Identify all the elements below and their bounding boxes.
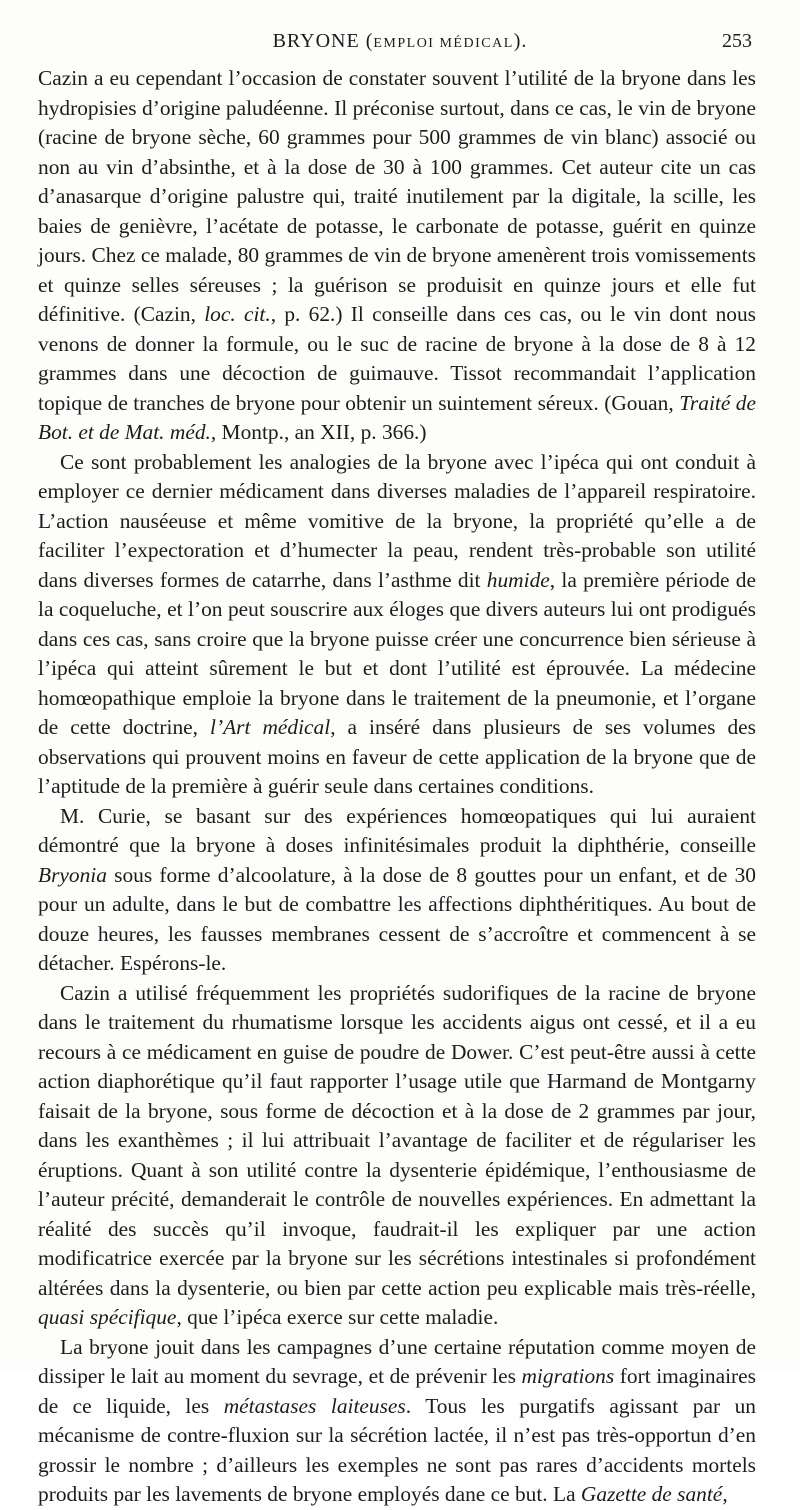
p3-text-2: sous forme d’alcoolature, à la dose de 8 gouttes pour un enfant, et de 30 pour un adulte, dans le but de combattre les affections diphthéritiques. Au bout de douze heures, les fausses membranes cessent de s’accroître et commencent à se détacher. Espérons-le. xyxy=(38,862,756,975)
running-head-subtitle: EMPLOI MÉDICAL xyxy=(373,36,514,51)
p5-italic-3: Gazette de santé xyxy=(580,1482,723,1506)
p1-italic-1: loc. cit. xyxy=(204,302,271,326)
paragraph-4 xyxy=(38,979,756,1333)
running-head xyxy=(40,30,760,53)
p5-italic-2: métastases laiteuses xyxy=(223,1393,406,1418)
p2-italic-1: humide xyxy=(486,567,550,592)
running-head-title: BRYONE xyxy=(272,30,360,52)
p5-text-3: . Tous les purgatifs agissant par un mécanisme de contre-fluxion sur la sécrétion lactée, il n’est pas très-opportun d’en grossir le nombre ; d’ailleurs les exemples ne sont pas rares d’accidents mortels produits par les lavements de bryone employés dane ce but. La xyxy=(38,1393,756,1506)
running-head-close-paren: ). xyxy=(513,30,528,52)
p5-text-4: , xyxy=(722,1482,728,1506)
running-head-open-paren: ( xyxy=(359,30,374,52)
page-header xyxy=(40,30,760,62)
p4-text-1: Cazin a utilisé fréquemment les propriétés sudorifiques de la racine de bryone dans le traitement du rhumatisme lorsque les accidents aigus ont cessé, et il a eu recours à ce médicament en guise de poudre de Dower. C’est peut-être aussi à cette action diaphorétique qu’il faut rapporter l’usage utile que Harmand de Montgarny faisait de la bryone, sous forme de décoction et à la dose de 2 grammes par jour, dans les exanthèmes ; il lui attribuait l’avantage de faciliter et de régulariser les éruptions. Quant à son utilité contre la dysenterie épidémique, l’enthousiasme de l’auteur précité, demanderait le contrôle de nouvelles expériences. En admettant la réalité des succès qu’il invoque, faudrait-il les expliquer par une action modificatrice exercée par la bryone sur les sécrétions intestinales si profondément altérées dans la dysenterie, ou bien par cette action peu explicable mais très-réelle, xyxy=(38,980,756,1300)
p2-text-2: , la première période de la coqueluche, et l’on peut souscrire aux éloges que divers auteurs lui ont prodigués dans ces cas, sans croire que la bryone puisse créer une concurrence bien sérieuse à l’ipéca qui atteint sûrement le but et dont l’utilité est éprouvée. La médecine homœopathique emploie la bryone dans le traitement de la pneumonie, et l’organe de cette doctrine, xyxy=(38,567,757,739)
p3-italic-1: Bryonia xyxy=(38,862,107,887)
p1-text-2: , p. 62.) Il conseille dans ces cas, ou le vin dont nous venons de donner la formule, ou le suc de racine de bryone à la dose de 8 à 12 grammes dans une décoction de guimauve. Tissot recommandait l’application topique de tranches de bryone pour obtenir un suintement séreux. (Gouan, xyxy=(38,302,756,415)
paragraph-3 xyxy=(38,802,756,979)
p1-text-1: Cazin a eu cependant l’occasion de constater souvent l’utilité de la bryone dans les hydropisies d’origine paludéenne. Il préconise surtout, dans ce cas, le vin de bryone (racine de bryone sèche, 60 grammes pour 500 grammes de vin blanc) associé ou non au vin d’absinthe, et à la dose de 30 à 100 grammes. Cet auteur cite un cas d’anasarque d’origine palustre qui, traité inutilement par la digitale, la scille, les baies de genièvre, l’acétate de potasse, le carbonate de potasse, guérit en quinze jours. Chez ce malade, 80 grammes de vin de bryone amenèrent trois vomissements et quinze selles séreuses ; la guérison se produisit en quinze jours et elle fut définitive. (Cazin, xyxy=(38,66,756,326)
p2-text-3: , a inséré dans plusieurs de ses volumes des observations qui prouvent moins en faveur de cette application de la bryone que de l’aptitude de la première à guérir seule dans certaines conditions. xyxy=(38,715,756,798)
body-text xyxy=(38,64,756,1510)
p5-italic-1: migrations xyxy=(521,1364,615,1388)
paragraph-2 xyxy=(38,448,756,802)
p4-text-2: , que l’ipéca exerce sur cette maladie. xyxy=(176,1305,499,1329)
paragraph-1 xyxy=(38,64,756,448)
p4-italic-1: quasi spécifique xyxy=(38,1305,177,1329)
p1-italic-2: Traité de Bot. et de Mat. méd. xyxy=(38,390,756,444)
page-number: 253 xyxy=(722,30,752,52)
p1-text-3: , Montp., an XII, p. 366.) xyxy=(210,420,427,444)
p2-italic-2: l’Art médical xyxy=(210,715,331,739)
p3-text-1: M. Curie, se basant sur des expériences homœopatiques qui lui auraient démontré que la bryone à doses infinitésimales produit la diphthérie, conseille xyxy=(38,803,756,857)
p2-text-1: Ce sont probablement les analogies de la bryone avec l’ipéca qui ont conduit à employer ce dernier médicament dans diverses maladies de l’appareil respiratoire. L’action nauséeuse et même vomitive de la bryone, la propriété qu’elle a de faciliter l’expectoration et d’humecter la peau, rendent très-probable son utilité dans diverses formes de catarrhe, dans l’asthme dit xyxy=(38,449,756,592)
paragraph-5 xyxy=(38,1333,756,1510)
p5-text-1: La bryone jouit dans les campagnes d’une certaine réputation comme moyen de dissiper le lait au moment du sevrage, et de prévenir les xyxy=(38,1334,756,1388)
p5-text-2: fort imaginaires de ce liquide, les xyxy=(38,1364,756,1418)
